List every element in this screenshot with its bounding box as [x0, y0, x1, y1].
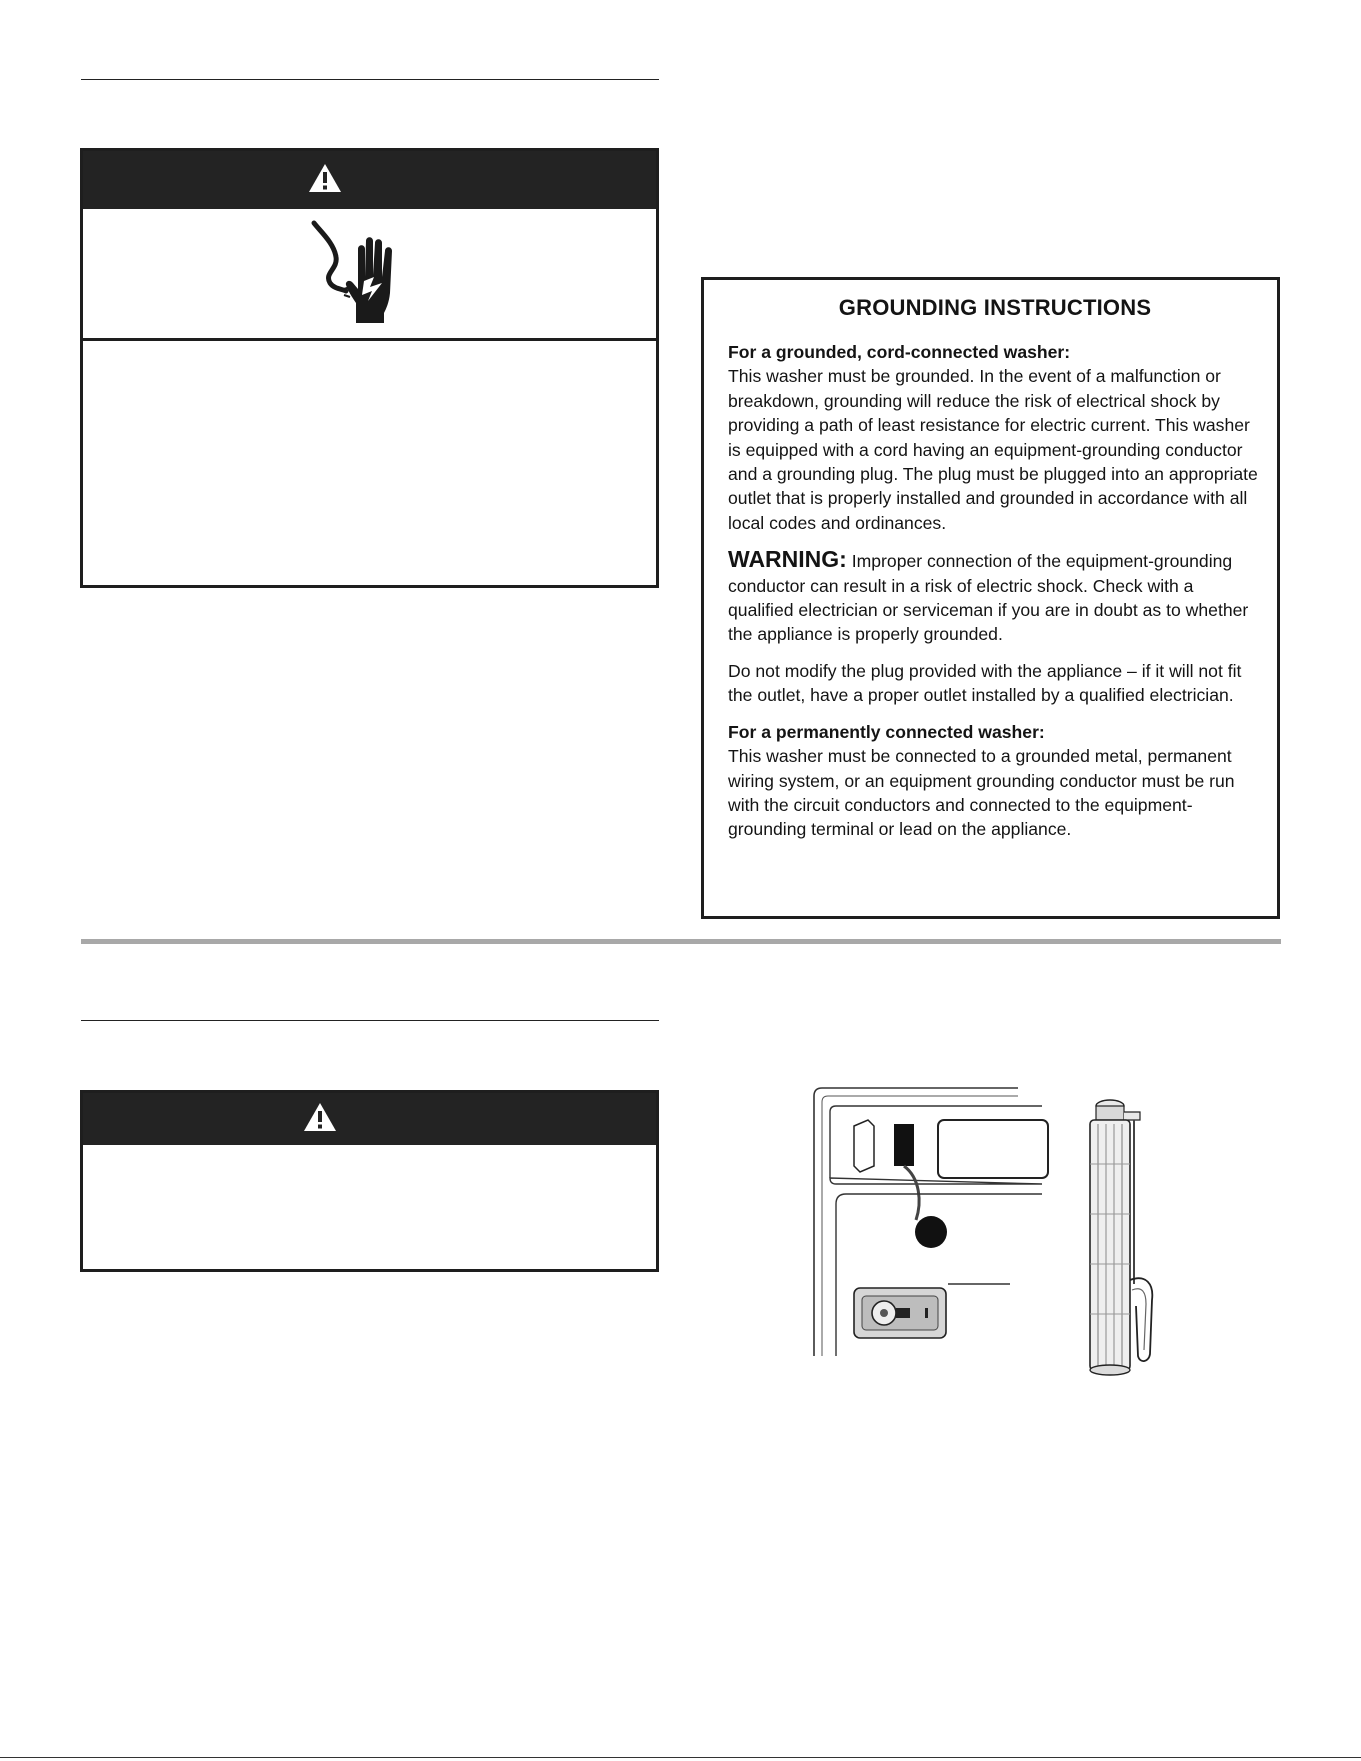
plug-note: Do not modify the plug provided with the appliance – if it will not fit the outlet, have a proper outlet installed by a qualified electrician. [728, 660, 1242, 706]
section-rule-middle [81, 1020, 659, 1021]
permanent-heading: For a permanently connected washer: [728, 721, 1045, 742]
warning-body: Improper connection of the equipment-grounding conductor can result in a risk of electric shock. Check with a qualified electrician or serviceman if you are in doubt as to whether the appliance is properly grounded. [728, 551, 1249, 645]
grounding-instructions-box [701, 277, 1280, 919]
washer-rear-panel-illustration [810, 1082, 1050, 1358]
section-rule-top [81, 79, 659, 80]
warning-divider [83, 338, 656, 341]
warning-banner [83, 151, 656, 209]
grounding-title: GROUNDING INSTRUCTIONS [838, 295, 1152, 320]
cord-connected-section [728, 340, 1262, 535]
electric-shock-hazard-icon [308, 217, 408, 327]
warning-banner-2 [83, 1093, 656, 1145]
permanent-body: This washer must be connected to a grounded metal, permanent wiring system, or an equipment grounding conductor must be run with the circuit conductors and connected to the equipment-grounding terminal or lead on the appliance. [728, 746, 1235, 840]
warning-label: WARNING: [728, 546, 847, 573]
heater-element-illustration [1076, 1094, 1166, 1380]
electric-shock-warning-box [80, 148, 659, 588]
footer-rule [0, 1757, 1361, 1758]
cord-connected-body: This washer must be grounded. In the event of a malfunction or breakdown, grounding will reduce the risk of electrical shock by providing a path of least resistance for electric current. This washer is equipped with a cord having an equipment-grounding conductor and a grounding plug. The plug must be plugged into an appropriate outlet that is properly installed and grounded in accordance with all local codes and ordinances. [728, 366, 1258, 533]
warning-triangle-icon [302, 1101, 338, 1138]
warning-paragraph [728, 547, 1262, 647]
warning-triangle-icon [307, 162, 343, 199]
section-divider [81, 939, 1281, 944]
cord-connected-heading: For a grounded, cord-connected washer: [728, 342, 1071, 362]
second-warning-box [80, 1090, 659, 1272]
permanent-section [728, 720, 1262, 842]
